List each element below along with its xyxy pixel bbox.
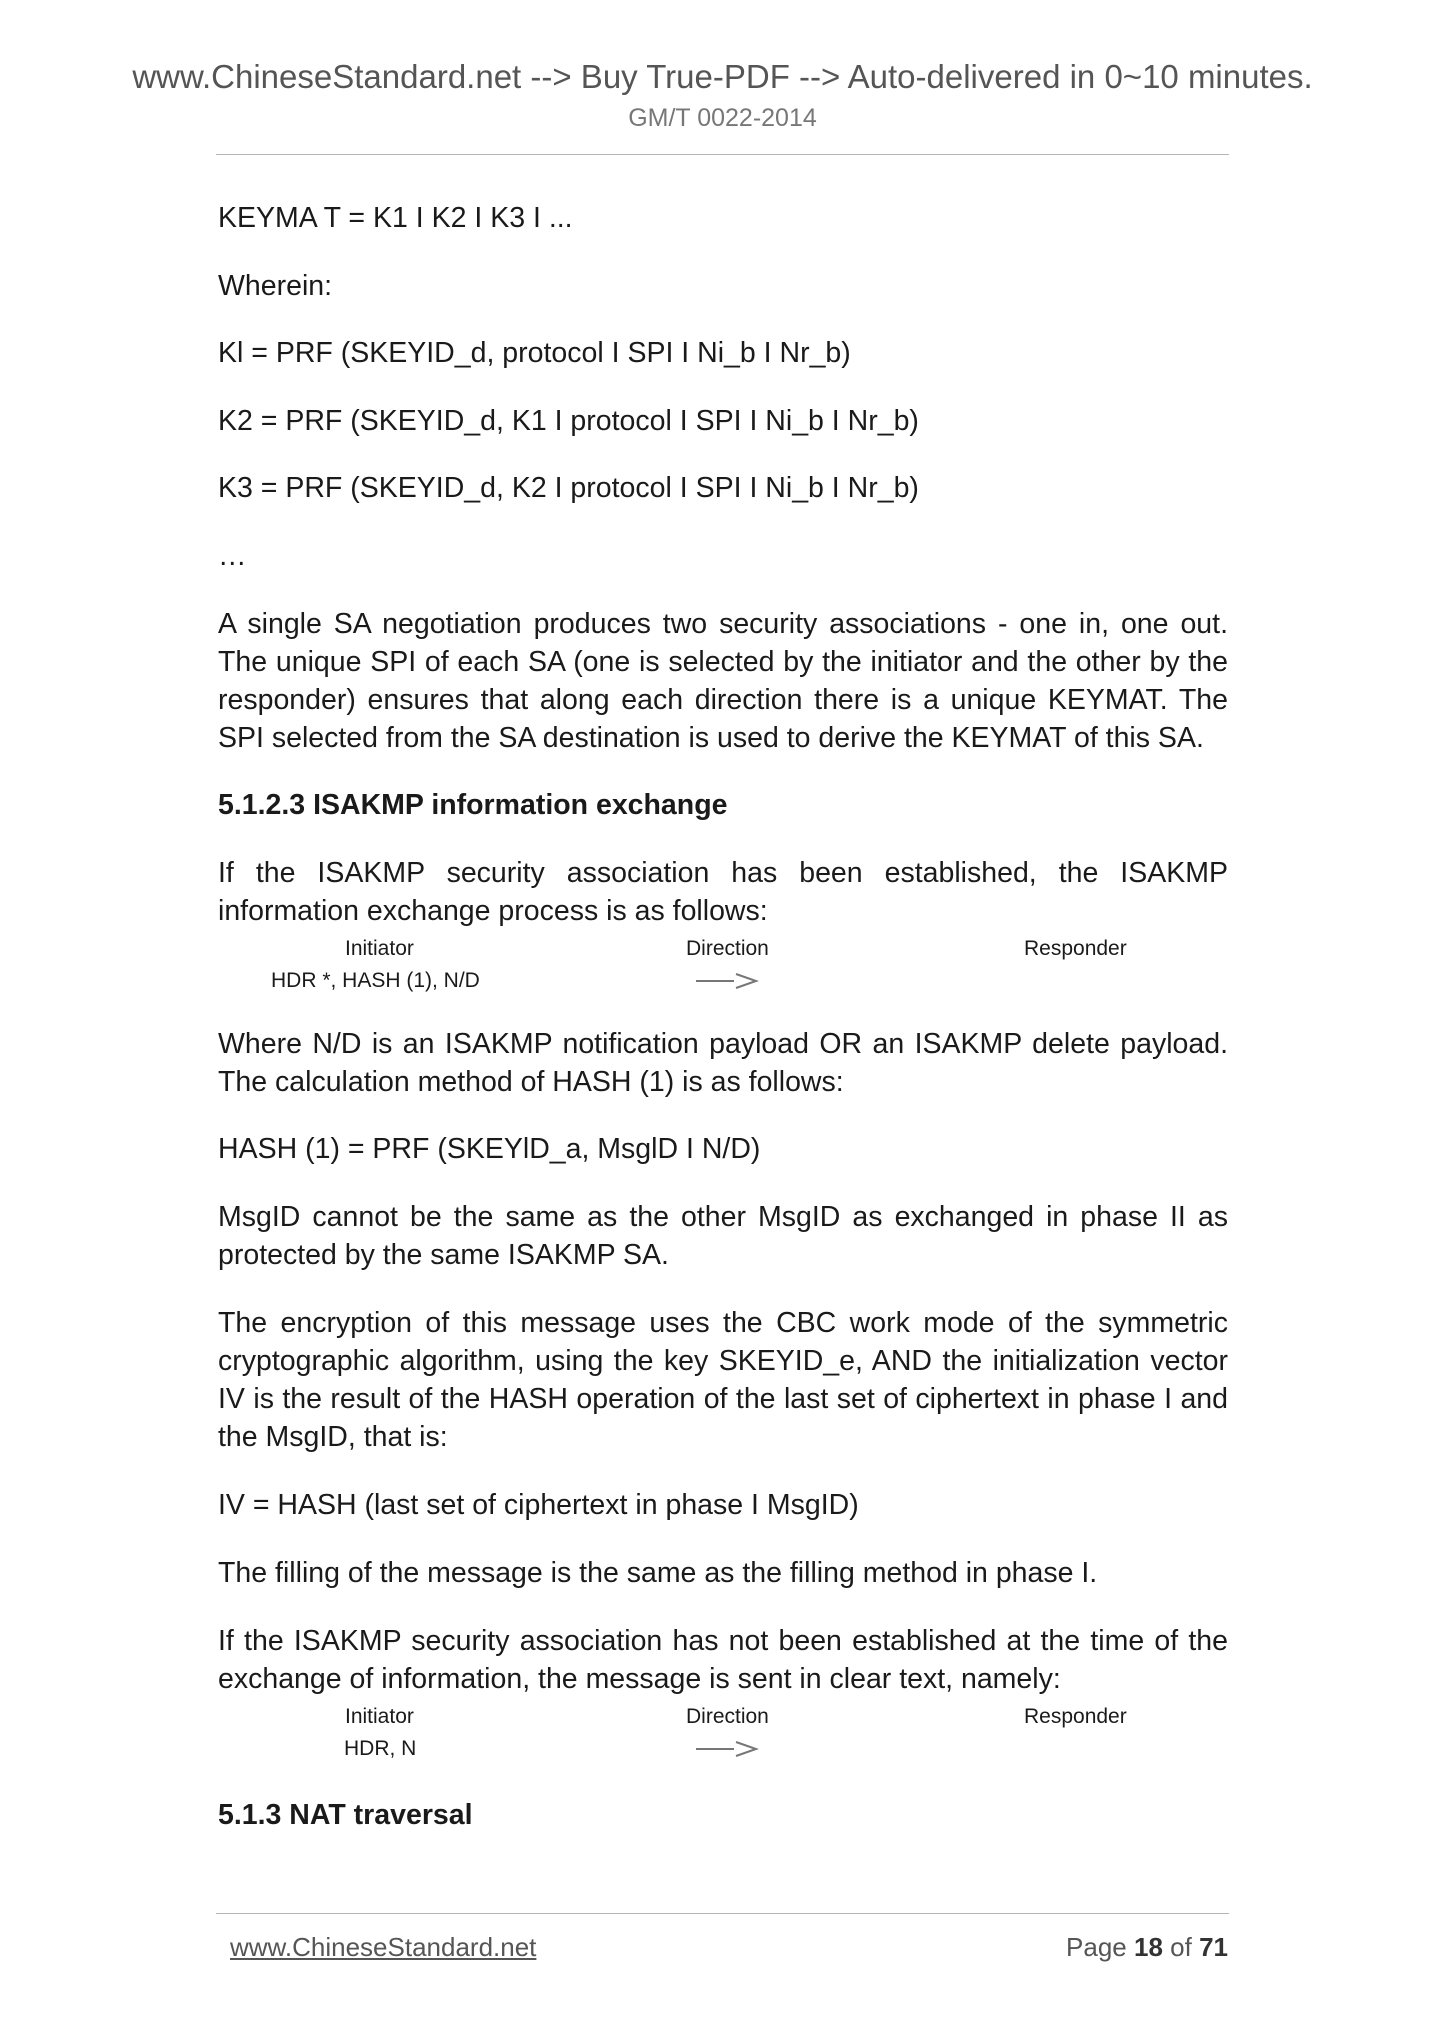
section-heading-513: 5.1.3 NAT traversal bbox=[218, 1799, 473, 1831]
k1-formula: Kl = PRF (SKEYID_d, protocol I SPI I Ni_b I Nr_b) bbox=[218, 337, 851, 369]
document-code: GM/T 0022-2014 bbox=[628, 104, 817, 132]
page-total: 71 bbox=[1199, 1932, 1228, 1962]
nd-paragraph: Where N/D is an ISAKMP notification payload OR an ISAKMP delete payload. The calculation method of HASH (1) is as follows: bbox=[218, 1028, 1228, 1098]
wherein-label: Wherein: bbox=[218, 270, 333, 302]
header-banner: www.ChineseStandard.net --> Buy True-PDF --> Auto-delivered in 0~10 minutes. bbox=[132, 58, 1313, 95]
exchange1-direction-header: Direction bbox=[686, 937, 769, 960]
k3-formula: K3 = PRF (SKEYID_d, K2 I protocol I SPI I Ni_b I Nr_b) bbox=[218, 472, 919, 504]
header-divider bbox=[216, 154, 1229, 155]
keymat-formula: KEYMA T = K1 I K2 I K3 I ... bbox=[218, 202, 573, 234]
hash-formula: HASH (1) = PRF (SKEYlD_a, MsglD I N/D) bbox=[218, 1133, 761, 1165]
exchange2-direction-header: Direction bbox=[686, 1705, 769, 1728]
encryption-paragraph: The encryption of this message uses the CBC work mode of the symmetric cryptographic algorithm, using the key SKEYID_e, AND the initialization vector IV is the result of the HASH operation of the last set of ciphertext in phase I and the MsgID, that is: bbox=[218, 1307, 1228, 1453]
iv-formula: IV = HASH (last set of ciphertext in phase I MsgID) bbox=[218, 1489, 859, 1521]
page-of: of bbox=[1170, 1932, 1192, 1962]
filling-paragraph: The filling of the message is the same as the filling method in phase I. bbox=[218, 1557, 1098, 1589]
right-arrow-icon bbox=[694, 970, 764, 992]
isakmp-intro-paragraph: If the ISAKMP security association has been established, the ISAKMP information exchange process is as follows: bbox=[218, 857, 1228, 927]
exchange1-initiator-value: HDR *, HASH (1), N/D bbox=[271, 969, 480, 992]
sa-negotiation-paragraph: A single SA negotiation produces two security associations - one in, one out. The unique SPI of each SA (one is selected by the initiator and the other by the responder) ensures that along each direction there is a unique KEYMAT. The SPI selected from the SA destination is used to derive the KEYMAT of this SA. bbox=[218, 608, 1228, 754]
footer-divider bbox=[216, 1913, 1229, 1914]
page-number bbox=[1066, 1932, 1228, 1963]
page-current: 18 bbox=[1134, 1932, 1163, 1962]
right-arrow-icon bbox=[694, 1738, 764, 1760]
exchange2-responder-header: Responder bbox=[1024, 1705, 1127, 1728]
k2-formula: K2 = PRF (SKEYID_d, K1 I protocol I SPI I Ni_b I Nr_b) bbox=[218, 405, 919, 437]
not-established-paragraph: If the ISAKMP security association has not been established at the time of the exchange of information, the message is sent in clear text, namely: bbox=[218, 1625, 1228, 1695]
footer-site-link[interactable]: www.ChineseStandard.net bbox=[230, 1932, 537, 1962]
page-prefix: Page bbox=[1066, 1932, 1127, 1962]
ellipsis: … bbox=[218, 540, 247, 572]
exchange1-initiator-header: Initiator bbox=[345, 937, 414, 960]
section-heading-5123: 5.1.2.3 ISAKMP information exchange bbox=[218, 789, 728, 821]
exchange2-initiator-header: Initiator bbox=[345, 1705, 414, 1728]
exchange2-initiator-value: HDR, N bbox=[344, 1737, 417, 1760]
exchange1-responder-header: Responder bbox=[1024, 937, 1127, 960]
msgid-paragraph: MsgID cannot be the same as the other MsgID as exchanged in phase II as protected by the same ISAKMP SA. bbox=[218, 1201, 1228, 1271]
